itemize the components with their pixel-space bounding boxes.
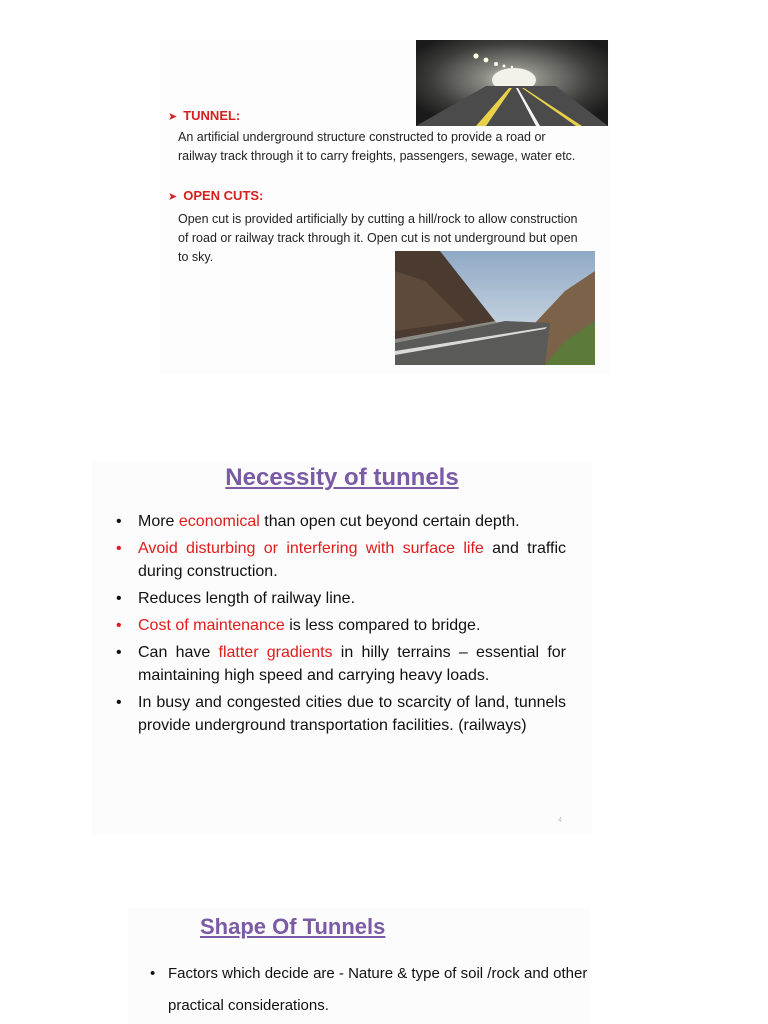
tunnel-heading: ➤ TUNNEL: [168, 108, 241, 123]
list-item [114, 587, 566, 610]
slide-title: Necessity of tunnels [225, 464, 459, 491]
page-number: 4 [558, 817, 562, 824]
list-item [114, 641, 566, 687]
list-item-text: than open cut beyond certain depth. [259, 513, 520, 530]
tunnel-definition: An artificial underground structure constructed to provide a road or railway track through it to carry freights, passengers, sewage, water etc. [178, 130, 576, 163]
open-cuts-heading: ➤ OPEN CUTS: [168, 188, 264, 203]
arrow-bullet-icon: ➤ [168, 191, 178, 203]
list-item-text: Can have [138, 644, 219, 661]
tunnel-definition-slide [160, 40, 610, 375]
open-cuts-definition: Open cut is provided artificially by cutting a hill/rock to allow construction of road or railway track through it. Open cut is not underground but open to sky. [178, 212, 578, 264]
emphasis-text: Cost of maintenance [138, 617, 285, 634]
bullet-icon: • [116, 513, 122, 530]
emphasis-text: Avoid disturbing or interfering with surface life [138, 540, 484, 557]
emphasis-text: economical [178, 513, 260, 530]
list-item-text: In busy and congested cities due to scarcity of land, tunnels provide underground transportation facilities. (railways) [138, 694, 566, 734]
list-item-text: and traffic during construction. [138, 540, 567, 580]
bullet-icon: • [116, 644, 122, 661]
list-item [114, 614, 566, 637]
list-item-text: Factors which decide are - Nature & type of soil /rock and other practical considerations. [168, 965, 588, 1014]
bullet-icon: • [116, 617, 122, 634]
tunnel-photo [416, 40, 608, 126]
list-item-text: is less compared to bridge. [284, 617, 481, 634]
bullet-icon: • [150, 965, 156, 982]
necessity-list [114, 510, 566, 741]
list-item [114, 691, 566, 737]
list-item-text: Reduces length of railway line. [138, 590, 356, 607]
tunnel-image [416, 40, 608, 126]
bullet-icon: • [116, 590, 122, 607]
list-item [150, 958, 598, 1022]
necessity-slide [92, 462, 592, 834]
shape-slide [128, 908, 590, 1024]
bullet-icon: • [116, 540, 122, 557]
list-item [114, 537, 566, 583]
bullet-icon: • [116, 694, 122, 711]
list-item-text: More [138, 513, 179, 530]
arrow-bullet-icon: ➤ [168, 111, 178, 123]
slide-title: Shape Of Tunnels [200, 914, 386, 939]
emphasis-text: flatter gradients [218, 644, 333, 661]
open-cut-photo [395, 251, 595, 365]
list-item-text: in hilly terrains – essential for maintaining high speed and carrying heavy loads. [138, 644, 566, 684]
open-cut-image [395, 251, 595, 365]
list-item [114, 510, 566, 533]
